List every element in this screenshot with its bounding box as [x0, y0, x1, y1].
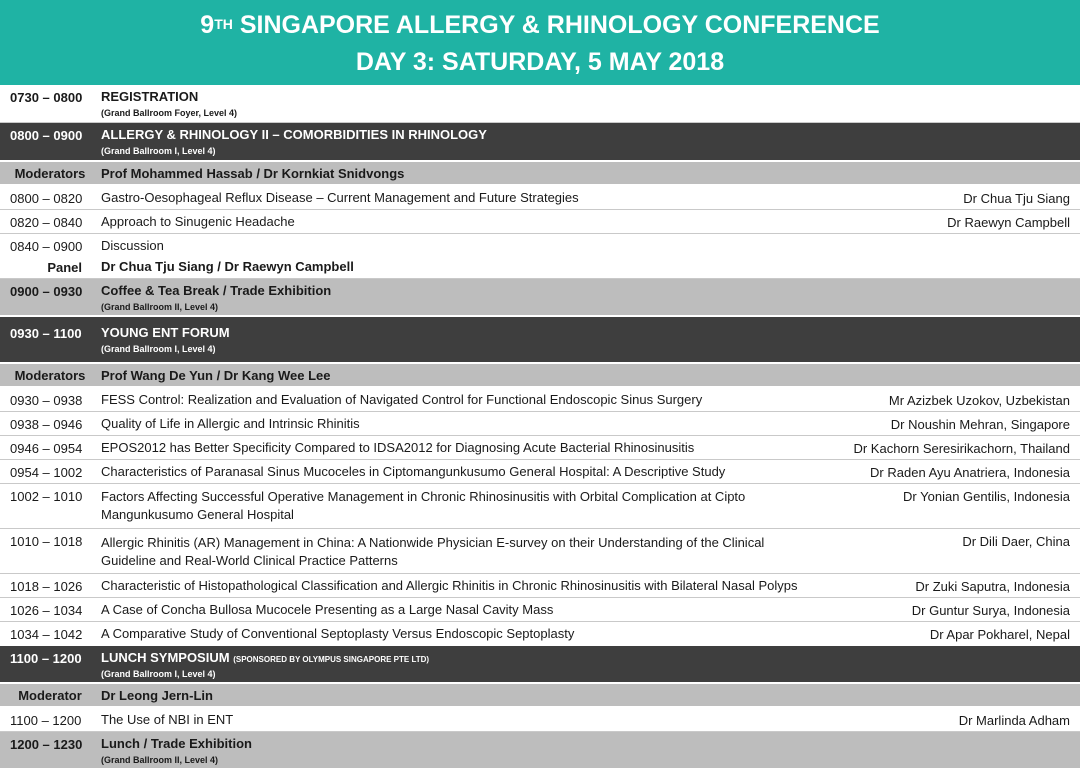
session-row-young-ent [0, 317, 1080, 364]
conference-day: DAY 3: SATURDAY, 5 MAY 2018 [355, 48, 725, 76]
talk-row [0, 436, 1080, 460]
talk-speaker: Dr Kachorn Seresirikachorn, Thailand [853, 441, 1070, 456]
talk-title: A Comparative Study of Conventional Septoplasty Versus Endoscopic Septoplasty [101, 626, 575, 641]
talk-title: Discussion [101, 238, 164, 253]
talk-title: Characteristics of Paranasal Sinus Mucoceles in Ciptomangunkusumo General Hospital: A Descriptive Study [101, 464, 726, 479]
moderators-row [0, 364, 1080, 388]
conference-title: 9TH SINGAPORE ALLERGY & RHINOLOGY CONFERENCE [200, 11, 880, 39]
talk-row [0, 598, 1080, 622]
talk-title: Characteristic of Histopathological Classification and Allergic Rhinitis in Chronic Rhinosinusitis with Bilateral Nasal Polyps [101, 578, 798, 593]
talk-title: EPOS2012 has Better Specificity Compared to IDSA2012 for Diagnosing Acute Bacterial Rhinosinusitis [101, 440, 695, 455]
talk-time: 0820 – 0840 [10, 215, 83, 230]
talk-title: Quality of Life in Allergic and Intrinsic Rhinitis [101, 416, 360, 431]
talk-time: 0954 – 1002 [10, 465, 83, 480]
talk-time: 1002 – 1010 [10, 489, 83, 504]
moderators-row [0, 162, 1080, 186]
talk-row [0, 484, 1080, 529]
session-title: LUNCH SYMPOSIUM (SPONSORED BY OLYMPUS SINGAPORE PTE LTD) [101, 650, 430, 665]
moderators-names: Dr Leong Jern-Lin [101, 688, 213, 703]
talk-time: 1034 – 1042 [10, 627, 83, 642]
talk-speaker: Dr Guntur Surya, Indonesia [911, 603, 1070, 618]
talk-time: 1018 – 1026 [10, 579, 83, 594]
session-title: YOUNG ENT FORUM [101, 325, 230, 340]
talk-speaker: Dr Raewyn Campbell [947, 215, 1070, 230]
talk-speaker: Dr Apar Pokharel, Nepal [929, 627, 1070, 642]
talk-title: Factors Affecting Successful Operative Management in Chronic Rhinosinusitis with Orbital Complication at Cipto Mangunkusumo General Hospital [101, 489, 746, 522]
programme-table [0, 85, 1080, 770]
session-row-comorbidities [0, 123, 1080, 162]
talk-speaker: Dr Zuki Saputra, Indonesia [915, 579, 1070, 594]
session-time: 1100 – 1200 [10, 651, 82, 666]
talk-title: FESS Control: Realization and Evaluation of Navigated Control for Functional Endoscopic Sinus Surgery [101, 392, 703, 407]
talk-row [0, 529, 1080, 574]
talk-row [0, 460, 1080, 484]
session-venue: (Grand Ballroom I, Level 4) [101, 669, 216, 679]
talk-title: A Case of Concha Bullosa Mucocele Presenting as a Large Nasal Cavity Mass [101, 602, 554, 617]
break-row [0, 279, 1080, 317]
talk-time: 0938 – 0946 [10, 417, 83, 432]
panel-label: Panel [47, 260, 82, 275]
talk-time: 0930 – 0938 [10, 393, 83, 408]
talk-row [0, 708, 1080, 732]
moderators-names: Prof Wang De Yun / Dr Kang Wee Lee [101, 368, 331, 383]
session-time: 0930 – 1100 [10, 326, 82, 341]
moderators-label: Moderators [14, 368, 86, 383]
talk-speaker: Dr Dili Daer, China [962, 534, 1070, 549]
panel-names: Dr Chua Tju Siang / Dr Raewyn Campbell [101, 259, 354, 274]
talk-title: Gastro-Oesophageal Reflux Disease – Current Management and Future Strategies [101, 190, 579, 205]
session-title: REGISTRATION [101, 89, 199, 104]
talk-title: Allergic Rhinitis (AR) Management in China: A Nationwide Physician E-survey on their Understanding of the Clinical Guideline and Real-World Clinical Practice Patterns [101, 535, 765, 568]
talk-row [0, 574, 1080, 598]
session-venue: (Grand Ballroom I, Level 4) [101, 146, 216, 156]
talk-time: 0800 – 0820 [10, 191, 83, 206]
talk-title: Approach to Sinugenic Headache [101, 214, 295, 229]
talk-title: The Use of NBI in ENT [101, 712, 234, 727]
talk-time: 1100 – 1200 [10, 713, 82, 728]
talk-row [0, 622, 1080, 646]
talk-speaker: Dr Yonian Gentilis, Indonesia [903, 489, 1070, 504]
talk-row [0, 412, 1080, 436]
conference-header [0, 0, 1080, 85]
session-title: Coffee & Tea Break / Trade Exhibition [101, 283, 332, 298]
talk-speaker: Dr Raden Ayu Anatriera, Indonesia [870, 465, 1070, 480]
talk-time: 0840 – 0900 [10, 239, 83, 254]
session-row-registration [0, 85, 1080, 123]
moderators-names: Prof Mohammed Hassab / Dr Kornkiat Snidvongs [101, 166, 405, 181]
talk-speaker: Dr Chua Tju Siang [963, 191, 1070, 206]
discussion-row [0, 234, 1080, 279]
talk-row [0, 388, 1080, 412]
talk-speaker: Dr Noushin Mehran, Singapore [890, 417, 1070, 432]
break-row [0, 732, 1080, 770]
talk-row [0, 186, 1080, 210]
moderators-label: Moderator [18, 688, 82, 703]
session-venue: (Grand Ballroom I, Level 4) [101, 344, 216, 354]
session-time: 0900 – 0930 [10, 284, 83, 299]
talk-speaker: Mr Azizbek Uzokov, Uzbekistan [888, 393, 1070, 408]
session-title: ALLERGY & RHINOLOGY II – COMORBIDITIES IN RHINOLOGY [101, 127, 487, 142]
session-time: 0800 – 0900 [10, 128, 83, 143]
session-time: 1200 – 1230 [10, 737, 83, 752]
moderators-label: Moderators [14, 166, 86, 181]
talk-row [0, 210, 1080, 234]
session-row-lunch-symposium [0, 646, 1080, 684]
session-title: Lunch / Trade Exhibition [101, 736, 252, 751]
session-venue: (Grand Ballroom II, Level 4) [101, 302, 219, 312]
session-venue: (Grand Ballroom II, Level 4) [101, 755, 219, 765]
moderators-row [0, 684, 1080, 708]
session-venue: (Grand Ballroom Foyer, Level 4) [101, 108, 238, 118]
session-sponsor: (SPONSORED BY OLYMPUS SINGAPORE PTE LTD) [233, 655, 430, 664]
talk-time: 1010 – 1018 [10, 534, 83, 549]
talk-time: 0946 – 0954 [10, 441, 83, 456]
talk-time: 1026 – 1034 [10, 603, 83, 618]
session-time: 0730 – 0800 [10, 90, 83, 105]
talk-speaker: Dr Marlinda Adham [958, 713, 1070, 728]
